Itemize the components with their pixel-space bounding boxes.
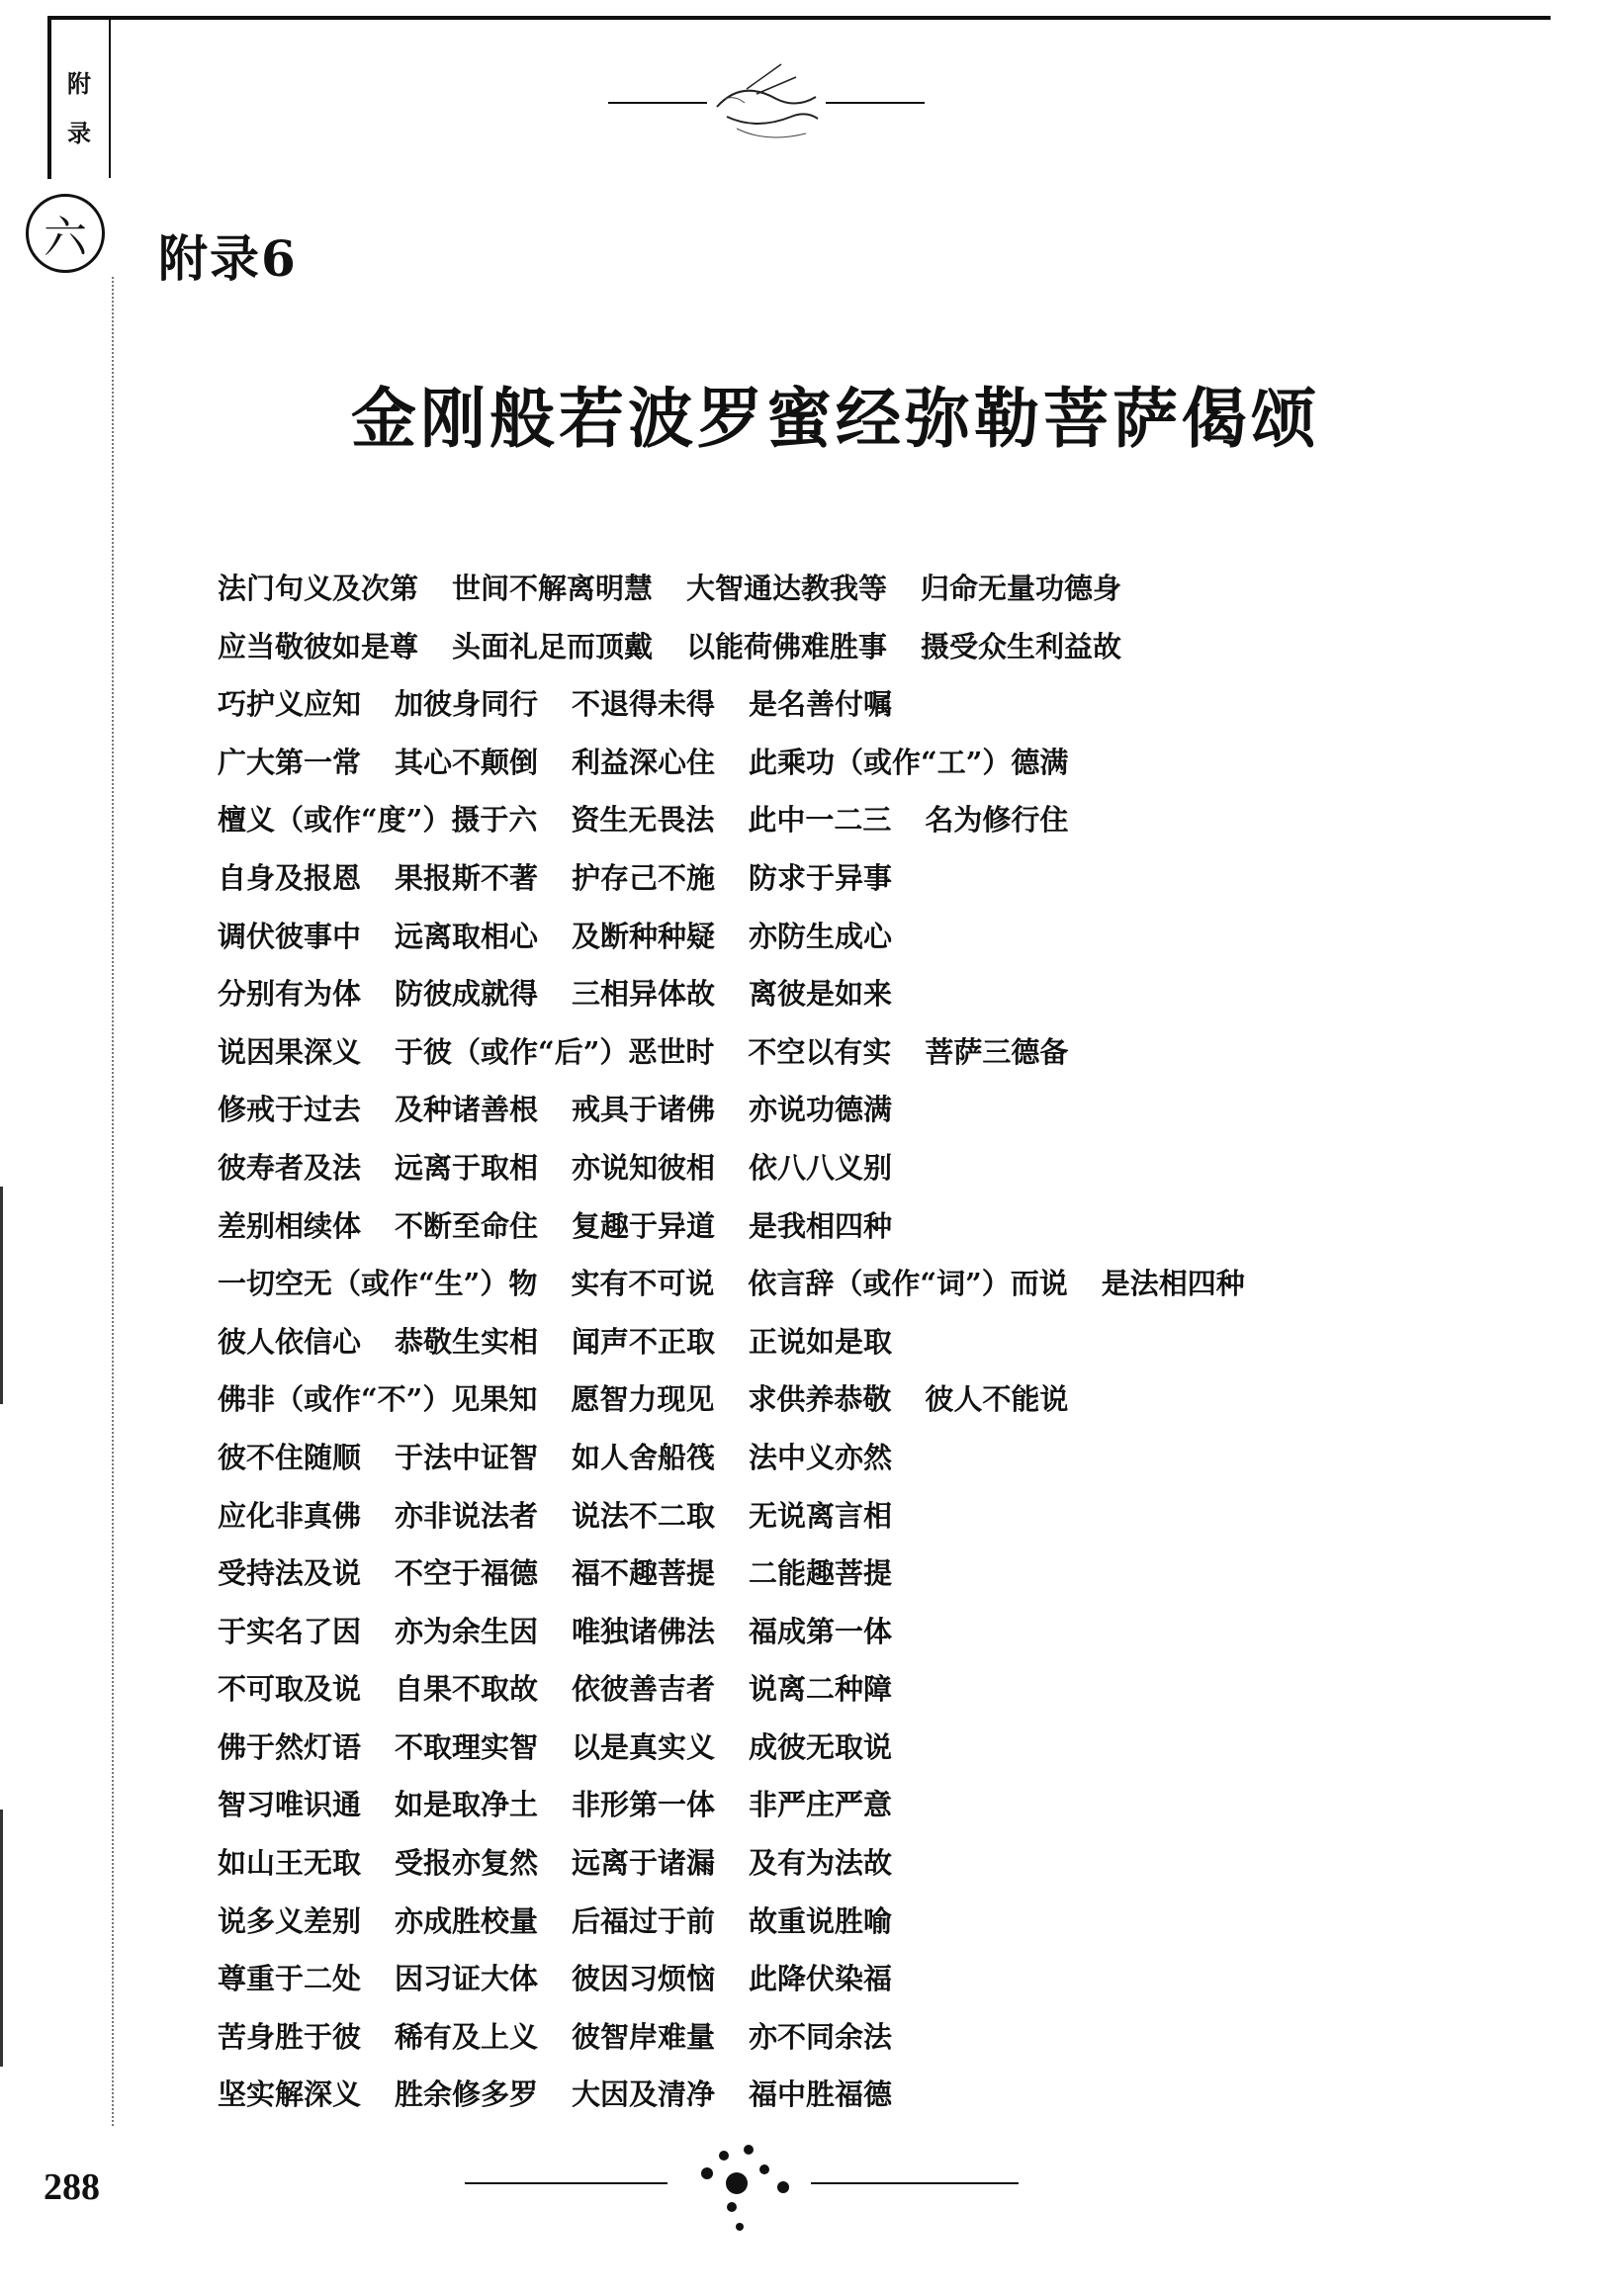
appendix-label: 附录6 (158, 229, 298, 288)
verse-phrase: 差别相续体 (218, 1208, 362, 1243)
verse-phrase: 应化非真佛 (218, 1498, 362, 1533)
verse-phrase: 佛非（或作“不”）见果知 (218, 1382, 538, 1417)
verse-phrase: 愿智力现见 (571, 1382, 715, 1417)
verse-phrase: 一切空无（或作“生”）物 (218, 1267, 538, 1301)
verse-phrase: 说因果深义 (218, 1034, 362, 1069)
verse-phrase: 求供养恭敬 (748, 1382, 892, 1417)
verse-phrase: 亦说知彼相 (572, 1150, 716, 1185)
verse-phrase: 自果不取故 (395, 1672, 539, 1707)
verse-phrase: 坚实解深义 (218, 2077, 362, 2112)
verse-phrase: 依彼善吉者 (572, 1672, 716, 1707)
verse-phrase: 不空于福德 (395, 1556, 539, 1591)
verse-phrase: 受报亦复然 (395, 1846, 539, 1881)
verse-phrase: 彼不住随顺 (218, 1440, 362, 1474)
verse-line (218, 1667, 1454, 1725)
verse-phrase: 说多义差别 (218, 1903, 362, 1938)
verse-phrase: 彼人不能说 (925, 1382, 1069, 1417)
verse-line (218, 682, 1454, 741)
verse-phrase: 智习唯识通 (218, 1788, 362, 1822)
verse-phrase: 亦非说法者 (395, 1498, 539, 1533)
verse-line (218, 2073, 1454, 2131)
verse-phrase: 不可取及说 (218, 1672, 362, 1707)
verse-phrase: 防求于异事 (749, 860, 893, 895)
verse-phrase: 调伏彼事中 (218, 919, 362, 953)
verse-phrase: 于实名了因 (218, 1614, 362, 1648)
side-tab (59, 59, 99, 158)
chapter-circle-char: 六 (44, 213, 87, 263)
verse-phrase: 彼寿者及法 (218, 1150, 362, 1185)
verse-line (218, 1030, 1454, 1089)
verse-phrase: 远离于诸漏 (572, 1846, 716, 1881)
verse-phrase: 以能荷佛难胜事 (686, 629, 888, 663)
verse-line (218, 1146, 1454, 1204)
side-tab-char: 录 (67, 120, 91, 147)
verse-phrase: 广大第一常 (218, 745, 362, 779)
verse-phrase: 后福过于前 (572, 1903, 716, 1938)
verse-phrase: 分别有为体 (218, 977, 362, 1012)
page-title: 金刚般若波罗蜜经弥勒菩萨偈颂 (351, 380, 1320, 457)
verse-phrase: 二能趣菩提 (749, 1556, 893, 1591)
verse-phrase: 亦为余生因 (395, 1614, 539, 1648)
verse-phrase: 恭敬生实相 (395, 1324, 539, 1359)
verse-line (218, 2015, 1454, 2074)
verse-line (218, 567, 1454, 625)
verse-line (218, 856, 1454, 915)
verse-phrase: 资生无畏法 (571, 803, 715, 838)
scan-edge-mark (0, 1187, 3, 1404)
scan-edge-mark (0, 1810, 3, 2067)
verse-phrase: 福成第一体 (749, 1614, 893, 1648)
verse-phrase: 说离二种障 (749, 1672, 893, 1707)
verse-phrase: 此乘功（或作“工”）德满 (749, 745, 1069, 779)
side-tab-bar-left (47, 16, 51, 179)
verse-phrase: 利益深心住 (572, 745, 716, 779)
verse-phrase: 稀有及上义 (395, 2019, 539, 2054)
verse-phrase: 因习证大体 (395, 1962, 539, 1996)
verse-phrase: 尊重于二处 (218, 1962, 362, 1996)
margin-dotted-line (112, 277, 114, 2126)
verse-phrase: 果报斯不著 (395, 860, 539, 895)
verse-list (218, 567, 1454, 2131)
verse-phrase: 其心不颠倒 (395, 745, 539, 779)
verse-phrase: 法门句义及次第 (218, 572, 419, 605)
verse-line (218, 1841, 1454, 1899)
verse-phrase: 远离于取相 (395, 1150, 539, 1185)
verse-phrase: 是名善付嘱 (749, 687, 893, 722)
top-rule (47, 16, 1551, 20)
verse-phrase: 苦身胜于彼 (218, 2019, 362, 2054)
chapter-circle-badge (26, 194, 105, 273)
verse-phrase: 复趣于异道 (572, 1208, 716, 1243)
verse-phrase: 非严庄严意 (749, 1788, 893, 1822)
verse-phrase: 菩萨三德备 (925, 1034, 1069, 1069)
verse-phrase: 世间不解离明慧 (452, 572, 654, 605)
verse-phrase: 是我相四种 (749, 1208, 893, 1243)
verse-phrase: 头面礼足而顶戴 (452, 629, 654, 663)
verse-phrase: 亦成胜校量 (395, 1903, 539, 1938)
verse-line (218, 1783, 1454, 1841)
verse-phrase: 名为修行住 (925, 803, 1069, 838)
verse-phrase: 三相异体故 (572, 977, 716, 1012)
verse-phrase: 是法相四种 (1101, 1267, 1245, 1301)
verse-phrase: 彼因习烦恼 (572, 1962, 716, 1996)
verse-phrase: 如人舍船筏 (572, 1440, 716, 1474)
verse-line (218, 1377, 1454, 1436)
verse-phrase: 如山王无取 (218, 1846, 362, 1881)
side-tab-bar-right (109, 20, 111, 178)
verse-line (218, 1494, 1454, 1552)
verse-line (218, 1957, 1454, 2015)
verse-phrase: 法中义亦然 (749, 1440, 893, 1474)
verse-line (218, 972, 1454, 1030)
verse-phrase: 应当敬彼如是尊 (218, 629, 419, 663)
verse-line (218, 1725, 1454, 1784)
verse-phrase: 唯独诸佛法 (572, 1614, 716, 1648)
verse-phrase: 及有为法故 (749, 1846, 893, 1881)
verse-phrase: 自身及报恩 (218, 860, 362, 895)
verse-phrase: 此中一二三 (748, 803, 892, 838)
verse-phrase: 檀义（或作“度”）摄于六 (218, 803, 538, 838)
page-number: 288 (44, 2166, 100, 2208)
verse-phrase: 不空以有实 (748, 1034, 892, 1069)
verse-phrase: 及断种种疑 (572, 919, 716, 953)
verse-line (218, 1610, 1454, 1668)
ornament-bottom (465, 2126, 1019, 2235)
verse-line (218, 1262, 1454, 1320)
verse-phrase: 归命无量功德身 (921, 572, 1122, 605)
verse-line (218, 625, 1454, 683)
verse-phrase: 受持法及说 (218, 1556, 362, 1591)
verse-phrase: 戒具于诸佛 (572, 1093, 716, 1127)
verse-phrase: 修戒于过去 (218, 1093, 362, 1127)
verse-phrase: 佛于然灯语 (218, 1729, 362, 1764)
verse-phrase: 非形第一体 (572, 1788, 716, 1822)
verse-phrase: 正说如是取 (749, 1324, 893, 1359)
verse-phrase: 不断至命住 (395, 1208, 539, 1243)
verse-phrase: 福不趣菩提 (572, 1556, 716, 1591)
verse-phrase: 此降伏染福 (749, 1962, 893, 1996)
verse-line (218, 1551, 1454, 1610)
verse-phrase: 远离取相心 (395, 919, 539, 953)
verse-phrase: 加彼身同行 (395, 687, 539, 722)
verse-line (218, 1088, 1454, 1146)
verse-phrase: 离彼是如来 (749, 977, 893, 1012)
verse-phrase: 胜余修多罗 (395, 2077, 539, 2112)
verse-phrase: 亦说功德满 (749, 1093, 893, 1127)
ornament-top (608, 59, 925, 148)
verse-phrase: 大智通达教我等 (686, 572, 888, 605)
verse-phrase: 说法不二取 (572, 1498, 716, 1533)
verse-phrase: 无说离言相 (749, 1498, 893, 1533)
verse-phrase: 护存己不施 (572, 860, 716, 895)
verse-phrase: 以是真实义 (572, 1729, 716, 1764)
verse-line (218, 1436, 1454, 1494)
verse-phrase: 不退得未得 (572, 687, 716, 722)
verse-phrase: 亦不同余法 (749, 2019, 893, 2054)
verse-line (218, 1320, 1454, 1378)
verse-phrase: 彼智岸难量 (572, 2019, 716, 2054)
side-tab-char: 附 (67, 70, 91, 98)
verse-phrase: 依言辞（或作“词”）而说 (748, 1267, 1068, 1301)
verse-phrase: 于法中证智 (395, 1440, 539, 1474)
verse-phrase: 不取理实智 (395, 1729, 539, 1764)
verse-phrase: 如是取净土 (395, 1788, 539, 1822)
verse-line (218, 915, 1454, 973)
verse-phrase: 福中胜福德 (749, 2077, 893, 2112)
verse-line (218, 741, 1454, 799)
verse-phrase: 成彼无取说 (749, 1729, 893, 1764)
verse-line (218, 798, 1454, 856)
verse-line (218, 1204, 1454, 1263)
verse-phrase: 亦防生成心 (749, 919, 893, 953)
verse-phrase: 巧护义应知 (218, 687, 362, 722)
verse-phrase: 及种诸善根 (395, 1093, 539, 1127)
verse-phrase: 依八八义别 (749, 1150, 893, 1185)
verse-phrase: 摄受众生利益故 (921, 629, 1122, 663)
verse-phrase: 故重说胜喻 (749, 1903, 893, 1938)
verse-phrase: 防彼成就得 (395, 977, 539, 1012)
verse-phrase: 闻声不正取 (572, 1324, 716, 1359)
verse-phrase: 大因及清净 (572, 2077, 716, 2112)
verse-phrase: 实有不可说 (571, 1267, 715, 1301)
verse-phrase: 彼人依信心 (218, 1324, 362, 1359)
verse-line (218, 1899, 1454, 1958)
verse-phrase: 于彼（或作“后”）恶世时 (395, 1034, 715, 1069)
